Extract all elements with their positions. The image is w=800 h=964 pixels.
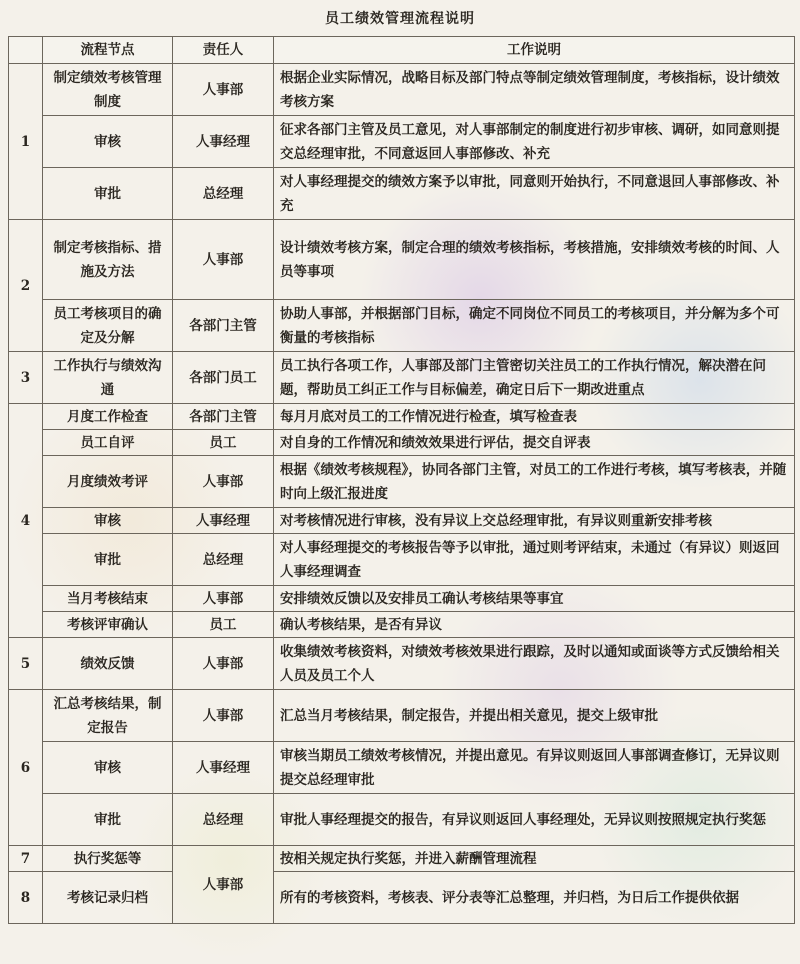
owner-cell: 各部门主管 (173, 300, 274, 352)
description-cell: 协助人事部，并根据部门目标，确定不同岗位不同员工的考核项目，并分解为多个可衡量的考核指标 (274, 300, 795, 352)
step-cell: 绩效反馈 (43, 638, 173, 690)
description-cell: 安排绩效反馈以及安排员工确认考核结果等事宜 (274, 586, 795, 612)
owner-cell: 人事部 (173, 586, 274, 612)
header-row (9, 37, 795, 64)
step-cell: 审批 (43, 794, 173, 846)
step-cell: 审批 (43, 168, 173, 220)
owner-cell: 人事部 (173, 456, 274, 508)
description-cell: 员工执行各项工作，人事部及部门主管密切关注员工的工作执行情况，解决潜在问题，帮助员工纠正工作与目标偏差，确定日后下一期改进重点 (274, 352, 795, 404)
description-cell: 审批人事经理提交的报告，有异议则返回人事经理处，无异议则按照规定执行奖惩 (274, 794, 795, 846)
process-table (8, 36, 795, 924)
group-number: 8 (9, 872, 43, 924)
step-cell: 考核评审确认 (43, 612, 173, 638)
table-row (9, 534, 795, 586)
group-number: 2 (9, 220, 43, 352)
owner-cell: 各部门员工 (173, 352, 274, 404)
description-cell: 所有的考核资料，考核表、评分表等汇总整理，并归档，为日后工作提供依据 (274, 872, 795, 924)
step-cell: 考核记录归档 (43, 872, 173, 924)
header-step: 流程节点 (43, 37, 173, 64)
group-number: 5 (9, 638, 43, 690)
description-cell: 每月月底对员工的工作情况进行检查，填写检查表 (274, 404, 795, 430)
description-cell: 对考核情况进行审核，没有异议上交总经理审批，有异议则重新安排考核 (274, 508, 795, 534)
step-cell: 汇总考核结果，制定报告 (43, 690, 173, 742)
table-row (9, 508, 795, 534)
header-description: 工作说明 (274, 37, 795, 64)
table-row (9, 64, 795, 116)
group-number: 3 (9, 352, 43, 404)
table-row (9, 352, 795, 404)
step-cell: 员工考核项目的确定及分解 (43, 300, 173, 352)
step-cell: 月度工作检查 (43, 404, 173, 430)
description-cell: 根据企业实际情况，战略目标及部门特点等制定绩效管理制度，考核指标，设计绩效考核方案 (274, 64, 795, 116)
table-row (9, 456, 795, 508)
group-number: 6 (9, 690, 43, 846)
owner-cell: 人事部 (173, 220, 274, 300)
owner-cell: 人事部 (173, 638, 274, 690)
table-row (9, 846, 795, 872)
step-cell: 审核 (43, 742, 173, 794)
group-number: 7 (9, 846, 43, 872)
header-owner: 责任人 (173, 37, 274, 64)
step-cell: 制定考核指标、措施及方法 (43, 220, 173, 300)
table-row (9, 586, 795, 612)
owner-cell: 各部门主管 (173, 404, 274, 430)
owner-cell: 员工 (173, 612, 274, 638)
owner-cell: 人事部 (173, 690, 274, 742)
owner-cell: 人事经理 (173, 116, 274, 168)
step-cell: 员工自评 (43, 430, 173, 456)
step-cell: 审核 (43, 116, 173, 168)
step-cell: 当月考核结束 (43, 586, 173, 612)
group-number: 4 (9, 404, 43, 638)
description-cell: 对自身的工作情况和绩效效果进行评估，提交自评表 (274, 430, 795, 456)
description-cell: 汇总当月考核结果，制定报告，并提出相关意见，提交上级审批 (274, 690, 795, 742)
table-row (9, 404, 795, 430)
description-cell: 设计绩效考核方案，制定合理的绩效考核指标，考核措施，安排绩效考核的时间、人员等事项 (274, 220, 795, 300)
table-row (9, 742, 795, 794)
table-row (9, 690, 795, 742)
description-cell: 按相关规定执行奖惩，并进入薪酬管理流程 (274, 846, 795, 872)
table-row (9, 612, 795, 638)
description-cell: 征求各部门主管及员工意见，对人事部制定的制度进行初步审核、调研，如同意则提交总经理审批，不同意返回人事部修改、补充 (274, 116, 795, 168)
page-title: 员工绩效管理流程说明 (325, 11, 475, 27)
step-cell: 执行奖惩等 (43, 846, 173, 872)
table-row (9, 872, 795, 924)
owner-cell: 人事部 (173, 846, 274, 924)
table-row (9, 638, 795, 690)
owner-cell: 总经理 (173, 794, 274, 846)
table-row (9, 430, 795, 456)
header-number (9, 37, 43, 64)
table-row (9, 220, 795, 300)
description-cell: 对人事经理提交的绩效方案予以审批，同意则开始执行，不同意退回人事部修改、补充 (274, 168, 795, 220)
owner-cell: 员工 (173, 430, 274, 456)
table-row (9, 116, 795, 168)
table-row (9, 300, 795, 352)
table-row (9, 794, 795, 846)
step-cell: 审批 (43, 534, 173, 586)
description-cell: 收集绩效考核资料，对绩效考核效果进行跟踪，及时以通知或面谈等方式反馈给相关人员及员工个人 (274, 638, 795, 690)
owner-cell: 总经理 (173, 534, 274, 586)
description-cell: 根据《绩效考核规程》，协同各部门主管，对员工的工作进行考核，填写考核表，并随时向上级汇报进度 (274, 456, 795, 508)
description-cell: 审核当期员工绩效考核情况，并提出意见。有异议则返回人事部调查修订，无异议则提交总经理审批 (274, 742, 795, 794)
step-cell: 制定绩效考核管理制度 (43, 64, 173, 116)
step-cell: 工作执行与绩效沟通 (43, 352, 173, 404)
step-cell: 审核 (43, 508, 173, 534)
table-row (9, 168, 795, 220)
description-cell: 对人事经理提交的考核报告等予以审批，通过则考评结束，未通过（有异议）则返回人事经理调查 (274, 534, 795, 586)
owner-cell: 总经理 (173, 168, 274, 220)
step-cell: 月度绩效考评 (43, 456, 173, 508)
group-number: 1 (9, 64, 43, 220)
owner-cell: 人事部 (173, 64, 274, 116)
owner-cell: 人事经理 (173, 742, 274, 794)
owner-cell: 人事经理 (173, 508, 274, 534)
description-cell: 确认考核结果，是否有异议 (274, 612, 795, 638)
